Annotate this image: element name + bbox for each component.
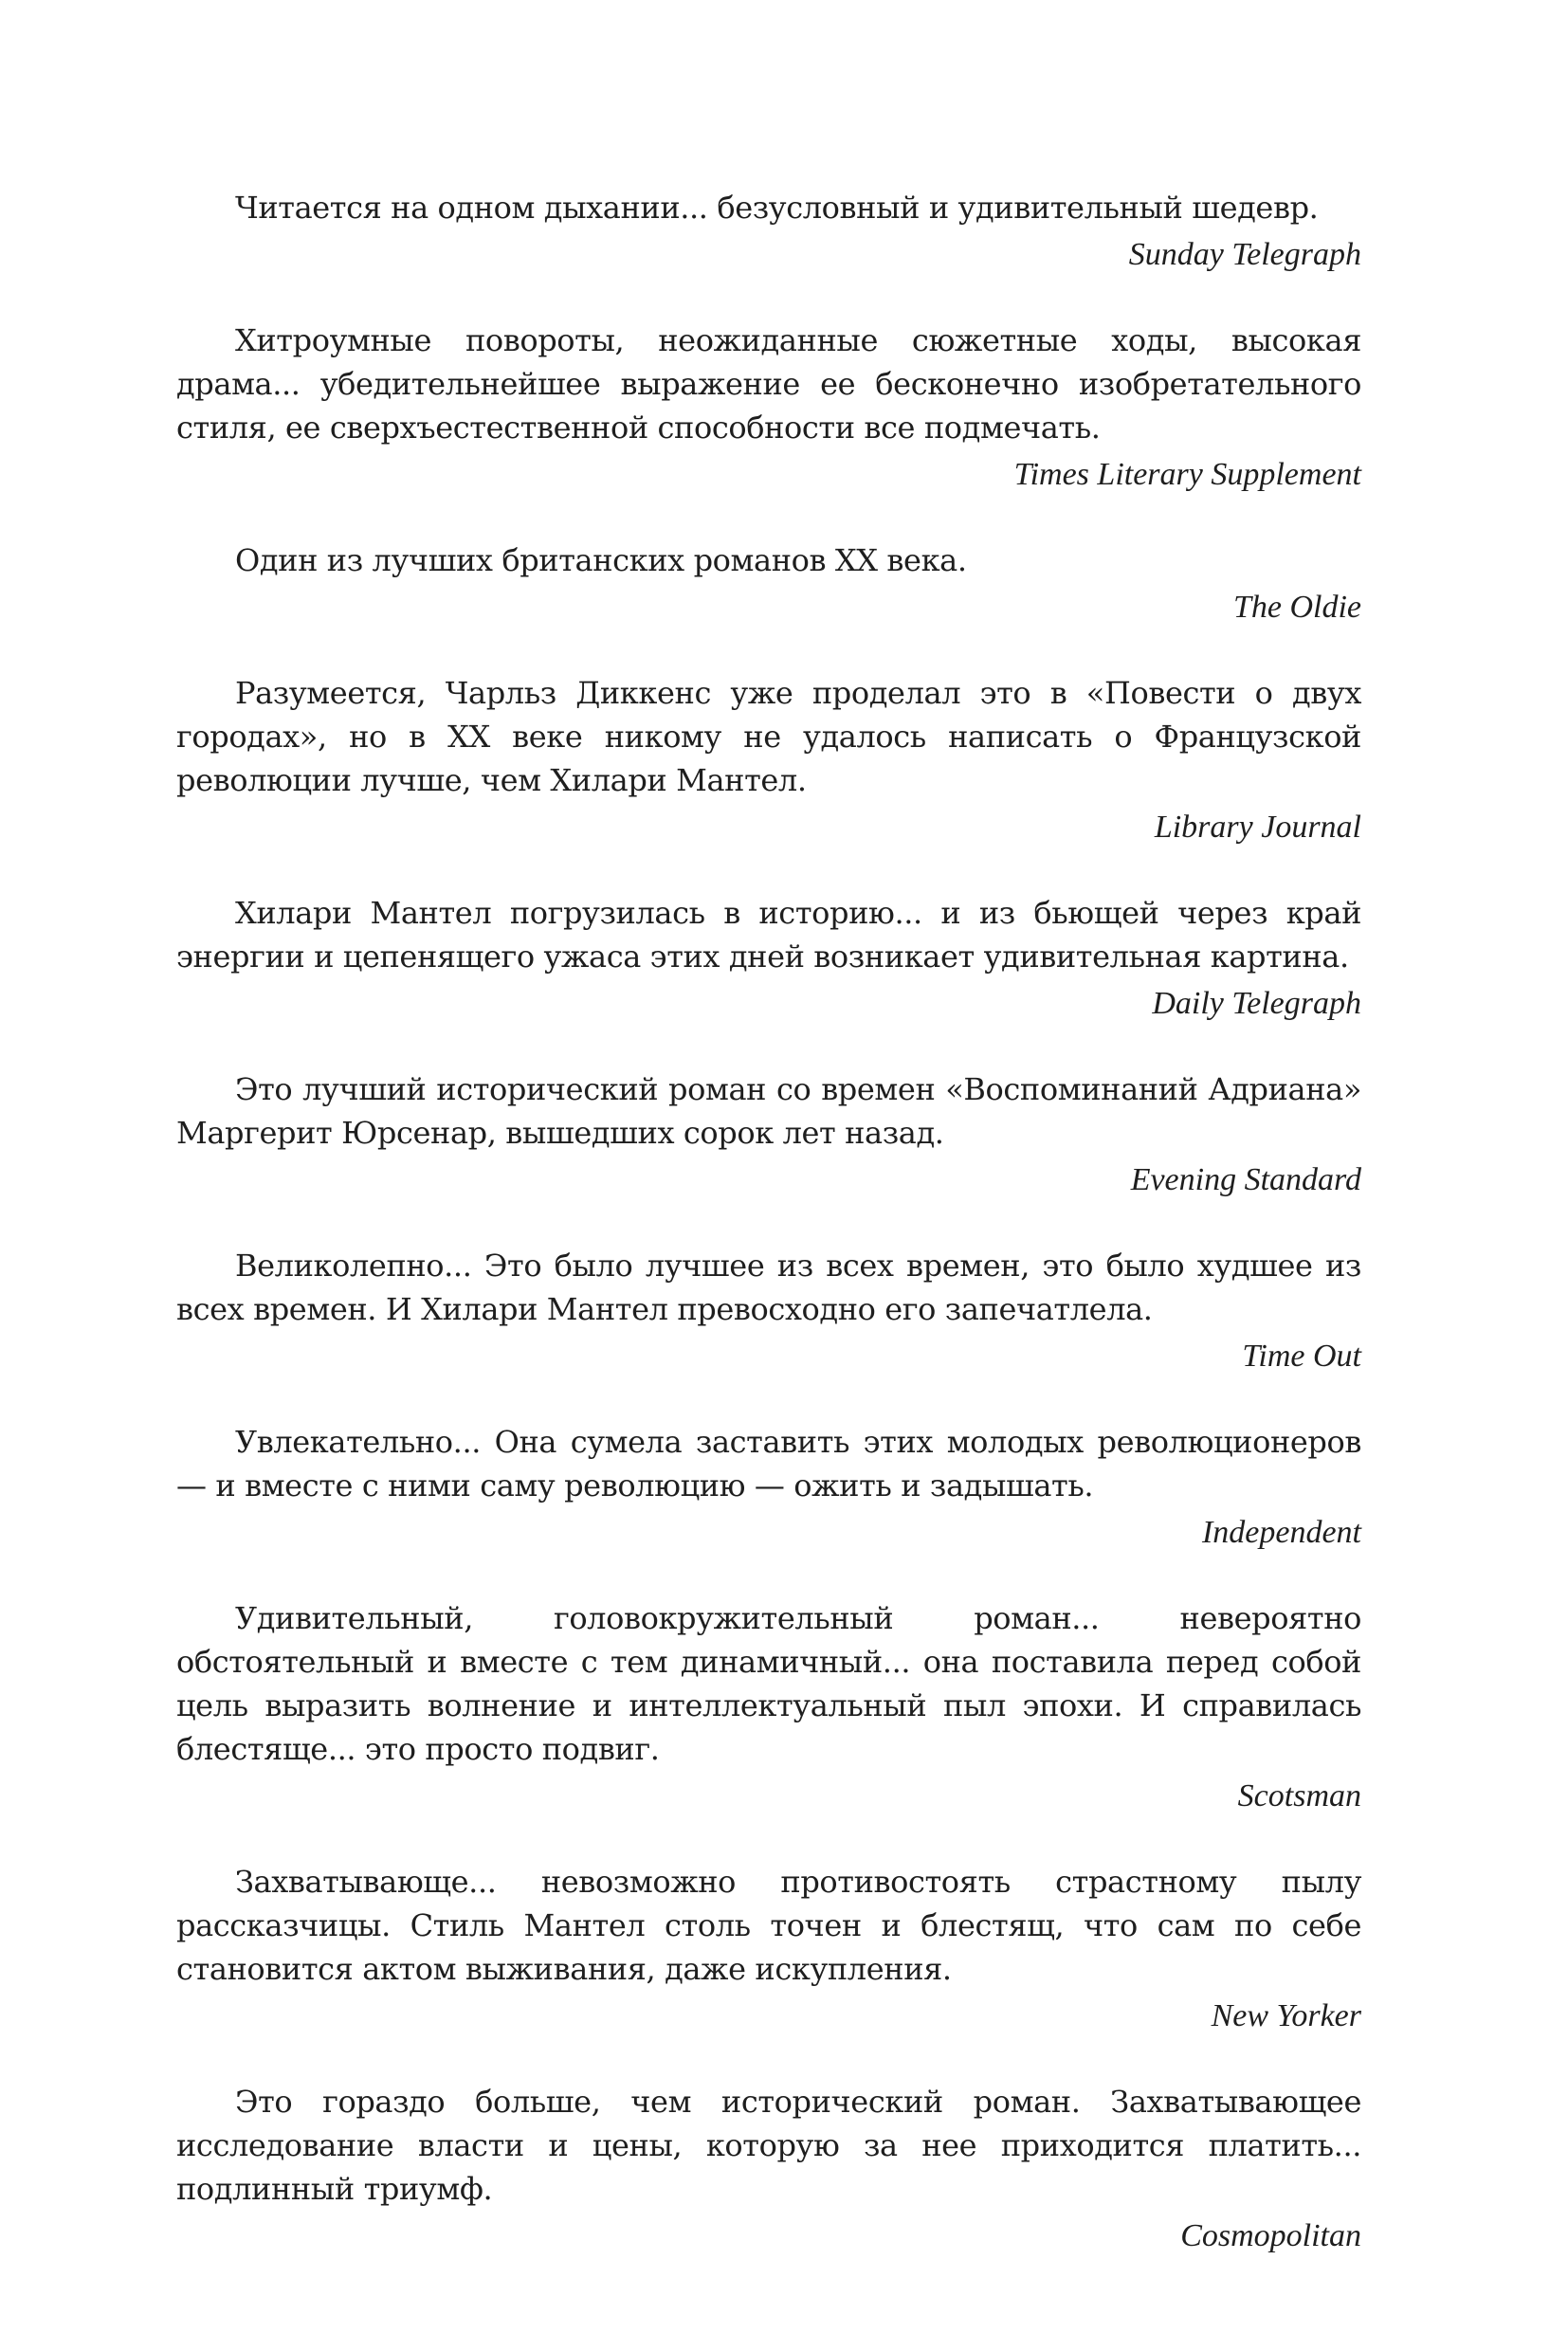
review-quote: Увлекательно... Она сумела заставить этих молодых революционеров — и вместе с ними саму революцию — ожить и задышать. [176, 1424, 1361, 1504]
review-quote: Захватывающе... невозможно противостоять страстному пылу рассказчицы. Стиль Мантел столь точен и блестящ, что сам по себе становится актом выживания, даже искупления. [176, 1864, 1361, 1987]
review-item [176, 1067, 1361, 1202]
review-quote: Хилари Мантел погрузилась в историю... и из бьющей через край энергии и цепенящего ужаса этих дней возникает удивительная картина. [176, 895, 1361, 975]
review-source: Time Out [1242, 1339, 1361, 1374]
review-item [176, 319, 1361, 497]
review-item [176, 1596, 1361, 1818]
review-item [176, 1420, 1361, 1555]
review-source: The Oldie [1232, 590, 1361, 625]
review-quote: Хитроумные повороты, неожиданные сюжетные ходы, высокая драма... убедительнейшее выражение ее бесконечно изобретательного стиля, ее сверхъестественной способности все подмечать. [176, 322, 1361, 446]
review-source: New Yorker [1211, 1998, 1361, 2033]
review-source: Sunday Telegraph [1128, 237, 1361, 272]
review-source: Daily Telegraph [1152, 986, 1361, 1021]
review-quote: Один из лучших британских романов XX века. [235, 542, 967, 578]
review-item [176, 2080, 1361, 2258]
review-item [176, 671, 1361, 849]
review-source: Evening Standard [1130, 1162, 1361, 1197]
review-item [176, 538, 1361, 629]
review-source: Times Literary Supplement [1013, 457, 1361, 492]
review-item [176, 891, 1361, 1026]
review-source: Library Journal [1154, 810, 1361, 845]
review-item [176, 1244, 1361, 1378]
review-source: Independent [1201, 1515, 1361, 1550]
review-quote: Это гораздо больше, чем исторический роман. Захватывающее исследование власти и цены, которую за нее приходится платить... подлинный триумф. [176, 2084, 1361, 2207]
review-quote: Это лучший исторический роман со времен «Воспоминаний Адриана» Маргерит Юрсенар, вышедших сорок лет назад. [176, 1071, 1361, 1151]
review-quote: Удивительный, головокружительный роман... невероятно обстоятельный и вместе с тем динамичный... она поставила перед собой цель выразить волнение и интеллектуальный пыл эпохи. И справилась блестяще... это просто подвиг. [176, 1600, 1361, 1767]
review-quote: Разумеется, Чарльз Диккенс уже проделал это в «Повести о двух городах», но в XX веке никому не удалось написать о Французской революции лучше, чем Хилари Мантел. [176, 675, 1361, 798]
review-source: Scotsman [1237, 1778, 1361, 1813]
review-quote: Читается на одном дыхании... безусловный и удивительный шедевр. [235, 190, 1319, 226]
review-quote: Великолепно... Это было лучшее из всех времен, это было худшее из всех времен. И Хилари Мантел превосходно его запечатлела. [176, 1248, 1361, 1327]
review-item [176, 186, 1361, 277]
review-item [176, 1860, 1361, 2038]
praise-section [176, 186, 1361, 2300]
review-source: Cosmopolitan [1180, 2218, 1361, 2253]
